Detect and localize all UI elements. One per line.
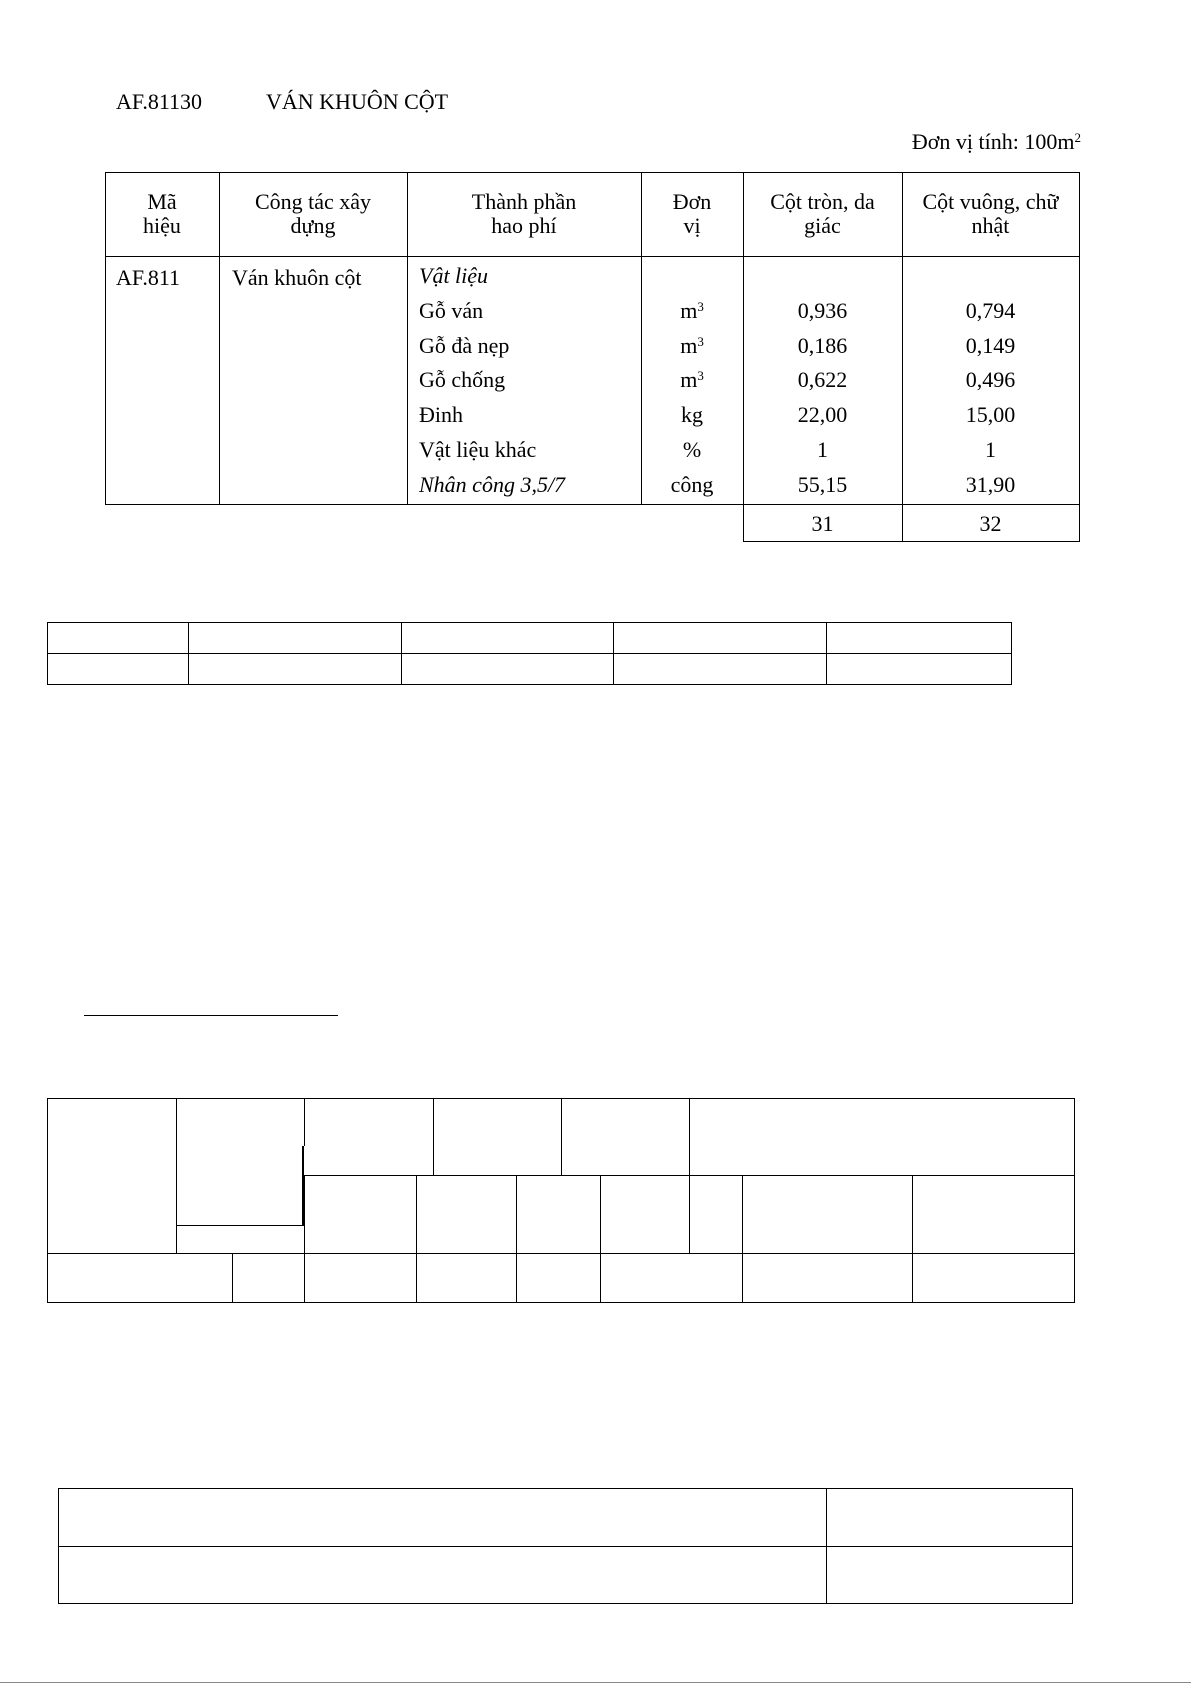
header-square-column: Cột vuông, chữ nhật <box>922 189 1059 238</box>
component-unit: $m^3$ <box>680 333 704 358</box>
underline-rule <box>84 1015 338 1016</box>
value-round: 55,15 <box>797 472 848 497</box>
value-square: 0,496 <box>965 367 1016 392</box>
component-unit: $m^3$ <box>680 367 704 392</box>
value-round: 0,622 <box>797 367 848 392</box>
work-code: AF.811 <box>116 265 181 290</box>
header-round-column: Cột tròn, da giác <box>770 189 875 238</box>
component-name: Gỗ đà nẹp <box>419 333 510 358</box>
header-unit: Đơn vị <box>672 189 712 238</box>
value-round: 1 <box>817 437 828 462</box>
norm-code: AF.81130 <box>116 89 203 114</box>
unit-note-label: Đơn vị tính: 100m <box>911 129 1075 154</box>
value-square: 0,794 <box>965 298 1016 323</box>
component-unit: kg <box>681 402 703 427</box>
column-number-square: 32 <box>979 511 1002 536</box>
unit-note-sup: 2 <box>1074 130 1081 145</box>
value-round: 0,936 <box>797 298 848 323</box>
header-component: Thành phần hao phí <box>471 189 577 238</box>
header-code: Mã hiệu <box>143 189 181 238</box>
component-name: Vật liệu <box>419 263 489 288</box>
component-name: Gỗ ván <box>419 298 484 323</box>
column-number-round: 31 <box>811 511 834 536</box>
page-title: VÁN KHUÔN CỘT <box>266 89 449 114</box>
component-name: Đinh <box>419 402 463 427</box>
unit-note <box>912 130 1081 154</box>
value-square: 1 <box>985 437 996 462</box>
component-unit: % <box>682 437 702 462</box>
value-round: 0,186 <box>797 333 848 358</box>
component-name: Nhân công 3,5/7 <box>419 472 566 497</box>
component-unit: $m^3$ <box>680 298 704 323</box>
header-work: Công tác xây dựng <box>254 189 372 238</box>
component-unit: công <box>670 472 714 497</box>
value-round: 22,00 <box>797 402 848 427</box>
component-name: Gỗ chống <box>419 367 506 392</box>
value-square: 31,90 <box>965 472 1016 497</box>
component-name: Vật liệu khác <box>419 437 537 462</box>
work-name: Ván khuôn cột <box>232 265 362 290</box>
page-bottom-edge <box>0 1682 1191 1683</box>
value-square: 15,00 <box>965 402 1016 427</box>
value-square: 0,149 <box>965 333 1016 358</box>
